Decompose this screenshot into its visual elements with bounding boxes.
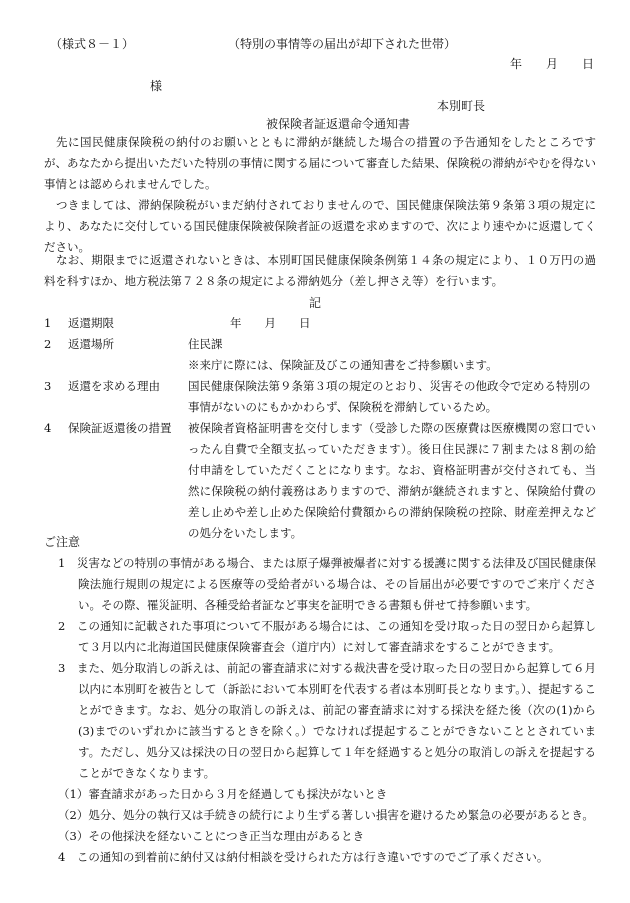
- item-label: 保険証返還後の措置: [68, 421, 172, 435]
- form-caption: （特別の事情等の届出が却下された世帯）: [228, 37, 457, 51]
- item-return-reason: [44, 376, 596, 418]
- body-paragraph: なお、期限までに返還されないときは、本別町国民健康保険条例第１４条の規定により、１０万円の過料を科すほか、地方税法第７２８条の規定による滞納処分（差し押さえ等）を行います。: [44, 253, 596, 288]
- note-number: 1: [58, 556, 66, 570]
- note-number: 3: [58, 661, 66, 675]
- item-number: 2: [44, 337, 52, 351]
- note-item: [44, 553, 596, 616]
- sub-note-item: [44, 805, 596, 826]
- item-label: 返還を求める理由: [68, 379, 160, 393]
- sub-note-number: （2）: [58, 808, 89, 822]
- sub-note-item: [44, 784, 596, 805]
- item-number: 4: [44, 421, 52, 435]
- item-return-place: [44, 334, 596, 376]
- sender-name: 本別町長: [437, 99, 486, 113]
- sub-note-text: 審査請求があった日から３月を経過しても採決がないとき: [88, 787, 388, 801]
- note-item: [44, 616, 596, 658]
- item-value: 国民健康保険法第９条第３項の規定のとおり、災害その他政令で定める特別の事情がないのにもかかわらず、保険税を滞納しているため。: [188, 379, 591, 414]
- note-text: 災害などの特別の事情がある場合、または原子爆弾被爆者に対する援護に関する法律及び国民健康保険法施行規則の規定による医療等の受給者がいる場合は、その旨届出が必要ですのでご来庁ください。その際、罹災証明、各種受給者証など事実を証明できる書類も併せて持参願います。: [76, 556, 596, 612]
- sub-note-text: その他採決を経ないことにつき正当な理由があるとき: [88, 829, 365, 843]
- note-item: [44, 847, 596, 868]
- form-number: （様式８－１）: [50, 37, 135, 51]
- notes-list: [44, 553, 596, 868]
- body-paragraph: つきましては、滞納保険税がいまだ納付されておりませんので、国民健康保険法第９条第３項の規定により、あなたに交付している国民健康保険被保険者証の返還を求めますので、次により速やかに返還してください。: [44, 198, 596, 254]
- notes-heading: ご注意: [44, 535, 81, 549]
- document-title: 被保険者証返還命令通知書: [266, 117, 411, 131]
- sub-note-number: （3）: [58, 829, 89, 843]
- note-number: 4: [58, 850, 66, 864]
- note-text: また、処分取消しの訴えは、前記の審査請求に対する裁決書を受け取った日の翌日から起算して６月以内に本別町を被告として（訴訟において本別町を代表する者は本別町長となります。）、提起することができます。なお、処分の取消しの訴えは、前記の審査請求に対する採決を経た後（次の(1)から(3)までのいずれかに該当するときを除く。）でなければ提起することができないこととされています。ただし、処分又は採決の日の翌日から起算して１年を経過すると処分の取消しの訴えを提起することができなくなります。: [76, 661, 596, 780]
- issue-date: 年 月 日: [510, 57, 595, 71]
- ki-heading: 記: [309, 296, 322, 310]
- note-number: 2: [58, 619, 66, 633]
- item-value: 住民課: [188, 337, 223, 351]
- item-after-return: [44, 418, 596, 540]
- item-number: 1: [44, 316, 52, 330]
- item-label: 返還期限: [68, 316, 114, 330]
- item-return-deadline: [44, 313, 596, 334]
- item-value: 年 月 日: [230, 316, 311, 330]
- item-note: ※来庁に際には、保険証及びこの通知書をご持参願います。: [188, 358, 498, 372]
- sub-note-text: 処分、処分の執行又は手続きの続行により生ずる著しい損害を避けるため緊急の必要があるとき。: [88, 808, 594, 822]
- note-text: この通知の到着前に納付又は納付相談を受けられた方は行き違いですのでご了承ください。: [76, 850, 549, 864]
- item-number: 3: [44, 379, 52, 393]
- sub-note-number: （1）: [58, 787, 89, 801]
- recipient-suffix: 様: [150, 79, 163, 93]
- note-item: [44, 658, 596, 784]
- item-value: 被保険者資格証明書を交付します（受診した際の医療費は医療機関の窓口でいったん自費で全額支払っていただきます）。後日住民課に７割または８割の給付申請をしていただくことになります。なお、資格証明書が交付されても、当然に保険税の納付義務はありますので、滞納が継続されますと、保険給付費の差し止めや差し止めた保険給付費額からの滞納保険税の控除、財産差押えなどの処分をいたします。: [188, 421, 596, 540]
- note-text: この通知に記載された事項について不服がある場合には、この通知を受け取った日の翌日から起算して３月以内に北海道国民健康保険審査会（道庁内）に対して審査請求をすることができます。: [76, 619, 597, 654]
- item-label: 返還場所: [68, 337, 114, 351]
- sub-note-item: [44, 826, 596, 847]
- body-paragraph: 先に国民健康保険税の納付のお願いとともに滞納が継続した場合の措置の予告通知をしたところですが、あなたから提出いただいた特別の事情に関する届について審査した結果、保険税の滞納がやむを得ない事情とは認められませんでした。: [44, 135, 596, 191]
